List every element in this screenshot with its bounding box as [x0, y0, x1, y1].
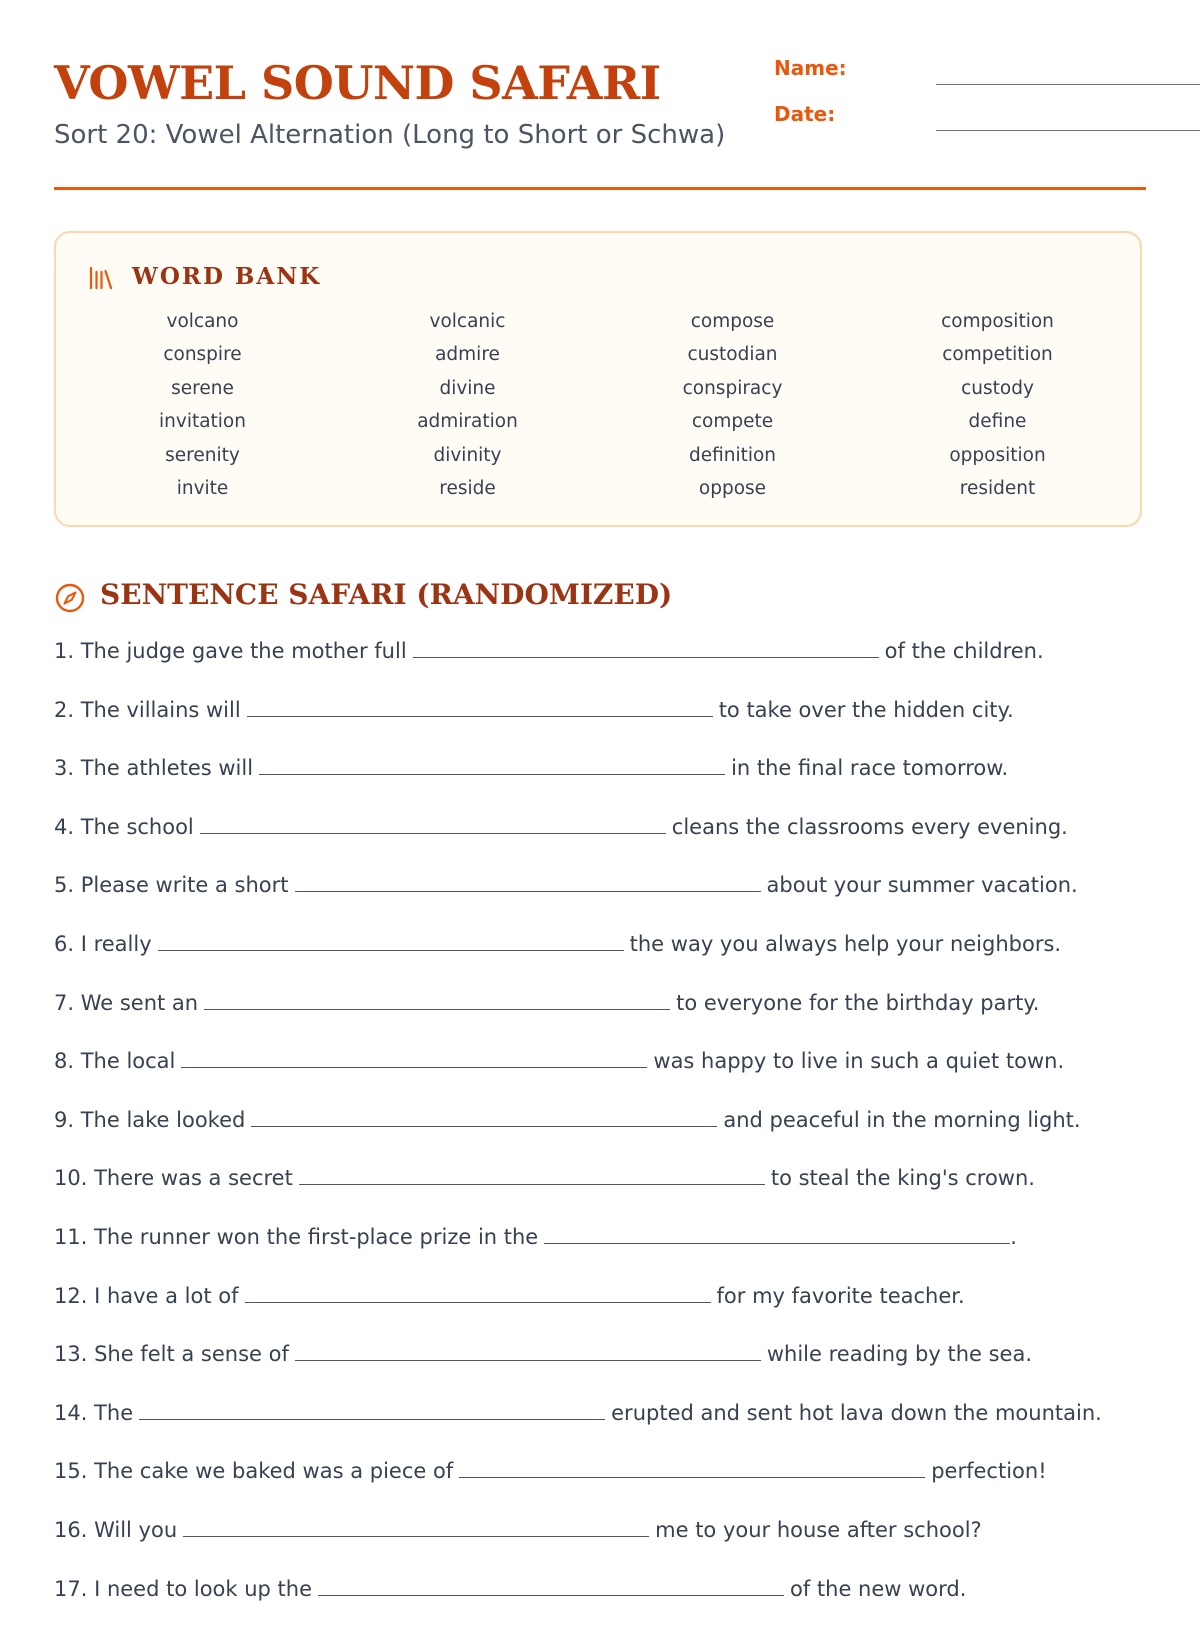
word-bank-word: serene	[70, 372, 335, 405]
sentence-text-after: to take over the hidden city.	[719, 698, 1014, 722]
sentence-text-after: to steal the king's crown.	[771, 1166, 1035, 1190]
sentence-item	[54, 752, 1146, 811]
sentence-text-before: 15. The cake we baked was a piece of	[54, 1459, 453, 1483]
word-bank-word: custody	[865, 372, 1130, 405]
sentence-item	[54, 1162, 1146, 1221]
sentence-text-after: of the children.	[885, 639, 1044, 663]
sentence-item	[54, 1397, 1146, 1456]
sentence-text-before: 8. The local	[54, 1049, 175, 1073]
sentence-text-after: perfection!	[931, 1459, 1046, 1483]
sentence-text-before: 4. The school	[54, 815, 194, 839]
sentence-text-after: while reading by the sea.	[767, 1342, 1032, 1366]
sentence-item	[54, 1455, 1146, 1514]
date-label: Date:	[774, 102, 835, 126]
sentence-text-after: me to your house after school?	[655, 1518, 982, 1542]
word-bank-word: invite	[70, 472, 335, 505]
sentence-item	[54, 1104, 1146, 1163]
word-bank-word: volcanic	[335, 305, 600, 338]
compass-icon	[54, 582, 86, 614]
books-icon	[88, 265, 114, 291]
sentence-text-before: 5. Please write a short	[54, 873, 289, 897]
answer-blank[interactable]	[204, 989, 670, 1010]
sentence-text-after: .	[1010, 1225, 1017, 1249]
word-bank-word: conspiracy	[600, 372, 865, 405]
name-field-row	[774, 56, 1146, 86]
answer-blank[interactable]	[158, 930, 624, 951]
sentence-item	[54, 1573, 1146, 1631]
sentence-section-heading	[54, 578, 954, 614]
sentence-text-after: in the final race tomorrow.	[731, 756, 1008, 780]
sentence-text-before: 12. I have a lot of	[54, 1284, 239, 1308]
answer-blank[interactable]	[459, 1457, 925, 1478]
sentence-item	[54, 928, 1146, 987]
date-line[interactable]	[936, 130, 1200, 131]
sentence-text-before: 13. She felt a sense of	[54, 1342, 289, 1366]
answer-blank[interactable]	[181, 1047, 647, 1068]
sentence-text-after: to everyone for the birthday party.	[676, 991, 1039, 1015]
word-bank-word: composition	[865, 305, 1130, 338]
word-bank-word: definition	[600, 439, 865, 472]
word-bank-word: define	[865, 405, 1130, 438]
sentence-item	[54, 811, 1146, 870]
sentence-text-after: the way you always help your neighbors.	[630, 932, 1061, 956]
sentence-text-after: cleans the classrooms every evening.	[672, 815, 1068, 839]
answer-blank[interactable]	[245, 1282, 711, 1303]
answer-blank[interactable]	[544, 1223, 1010, 1244]
answer-blank[interactable]	[183, 1516, 649, 1537]
answer-blank[interactable]	[413, 637, 879, 658]
sentence-section-title: SENTENCE SAFARI (RANDOMIZED)	[100, 578, 672, 611]
sentence-text-after: of the new word.	[790, 1577, 966, 1601]
sentence-item	[54, 635, 1146, 694]
sentence-text-after: and peaceful in the morning light.	[723, 1108, 1080, 1132]
worksheet-page	[54, 0, 1146, 1600]
name-label: Name:	[774, 56, 847, 80]
sentence-text-after: about your summer vacation.	[767, 873, 1078, 897]
answer-blank[interactable]	[247, 696, 713, 717]
word-bank-panel	[54, 231, 1142, 527]
answer-blank[interactable]	[200, 813, 666, 834]
answer-blank[interactable]	[295, 1340, 761, 1361]
sentence-list	[54, 635, 1146, 1631]
sentence-text-before: 11. The runner won the first-place prize in the	[54, 1225, 538, 1249]
word-bank-title: WORD BANK	[132, 263, 321, 290]
word-bank-word: divinity	[335, 439, 600, 472]
sentence-item	[54, 1338, 1146, 1397]
sentence-item	[54, 1221, 1146, 1280]
sentence-item	[54, 1280, 1146, 1339]
sentence-text-before: 7. We sent an	[54, 991, 198, 1015]
sentence-text-after: erupted and sent hot lava down the mountain.	[611, 1401, 1102, 1425]
sentence-text-before: 10. There was a secret	[54, 1166, 293, 1190]
sentence-text-before: 14. The	[54, 1401, 133, 1425]
word-bank-word: compose	[600, 305, 865, 338]
word-bank-word: oppose	[600, 472, 865, 505]
word-bank-word: conspire	[70, 338, 335, 371]
word-bank-word: divine	[335, 372, 600, 405]
word-bank-word: invitation	[70, 405, 335, 438]
answer-blank[interactable]	[318, 1575, 784, 1596]
answer-blank[interactable]	[259, 754, 725, 775]
word-bank-grid	[70, 305, 1130, 505]
answer-blank[interactable]	[251, 1106, 717, 1127]
sentence-text-before: 17. I need to look up the	[54, 1577, 312, 1601]
word-bank-word: volcano	[70, 305, 335, 338]
sentence-text-before: 6. I really	[54, 932, 152, 956]
sentence-text-before: 3. The athletes will	[54, 756, 253, 780]
sentence-text-after: was happy to live in such a quiet town.	[653, 1049, 1064, 1073]
sentence-text-before: 16. Will you	[54, 1518, 177, 1542]
word-bank-word: compete	[600, 405, 865, 438]
sentence-item	[54, 987, 1146, 1046]
word-bank-word: resident	[865, 472, 1130, 505]
worksheet-title: VOWEL SOUND SAFARI	[54, 56, 661, 110]
sentence-item	[54, 1045, 1146, 1104]
name-line[interactable]	[936, 84, 1200, 85]
sentence-text-after: for my favorite teacher.	[717, 1284, 965, 1308]
header-divider	[54, 187, 1146, 190]
word-bank-word: custodian	[600, 338, 865, 371]
sentence-item	[54, 869, 1146, 928]
date-field-row	[774, 102, 1146, 132]
word-bank-word: opposition	[865, 439, 1130, 472]
word-bank-word: competition	[865, 338, 1130, 371]
word-bank-word: admire	[335, 338, 600, 371]
worksheet-subtitle: Sort 20: Vowel Alternation (Long to Short or Schwa)	[54, 120, 725, 150]
answer-blank[interactable]	[295, 871, 761, 892]
word-bank-word: admiration	[335, 405, 600, 438]
sentence-item	[54, 1514, 1146, 1573]
answer-blank[interactable]	[299, 1164, 765, 1185]
word-bank-word: reside	[335, 472, 600, 505]
worksheet-header	[54, 52, 1146, 190]
sentence-text-before: 2. The villains will	[54, 698, 241, 722]
answer-blank[interactable]	[139, 1399, 605, 1420]
sentence-item	[54, 694, 1146, 753]
sentence-text-before: 1. The judge gave the mother full	[54, 639, 407, 663]
sentence-text-before: 9. The lake looked	[54, 1108, 245, 1132]
word-bank-word: serenity	[70, 439, 335, 472]
